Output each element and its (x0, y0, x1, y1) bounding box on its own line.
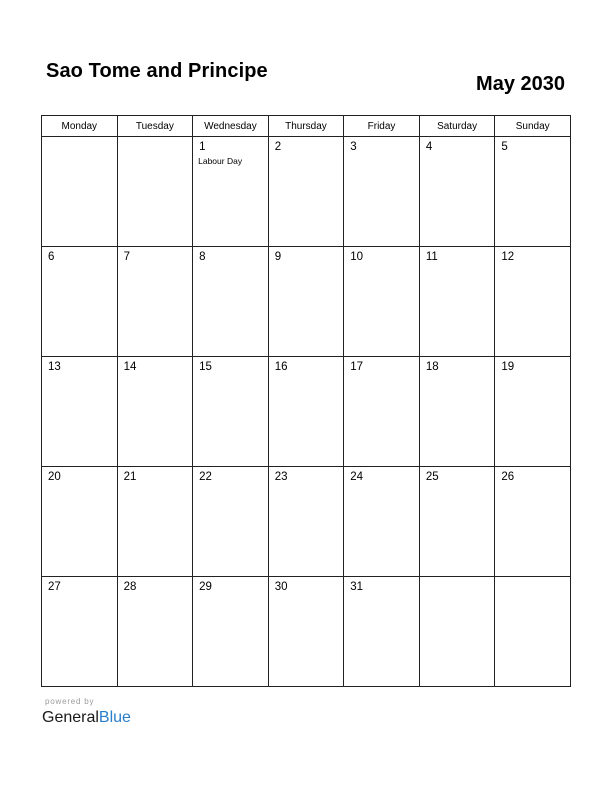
day-cell (344, 247, 420, 357)
week-row (42, 467, 571, 577)
day-number: 2 (274, 141, 282, 153)
day-number (420, 577, 495, 581)
day-cell (42, 357, 118, 467)
day-number: 19 (501, 361, 515, 373)
day-cell (193, 577, 269, 687)
weekday-header: Wednesday (193, 116, 269, 137)
day-number (118, 137, 193, 141)
weekday-header: Tuesday (117, 116, 193, 137)
day-cell (419, 137, 495, 247)
day-number: 30 (274, 581, 288, 593)
day-cell (42, 247, 118, 357)
day-number: 23 (274, 471, 288, 483)
day-number (42, 137, 117, 141)
day-cell (495, 137, 571, 247)
day-cell (344, 467, 420, 577)
day-cell (495, 577, 571, 687)
day-number: 17 (350, 361, 364, 373)
day-number: 25 (425, 471, 439, 483)
weekday-header: Sunday (495, 116, 571, 137)
day-cell (193, 247, 269, 357)
day-number: 14 (123, 361, 137, 373)
day-number: 18 (425, 361, 439, 373)
weekday-header: Saturday (419, 116, 495, 137)
week-row (42, 577, 571, 687)
day-number: 24 (350, 471, 364, 483)
day-cell (419, 467, 495, 577)
day-number: 11 (425, 251, 438, 263)
day-cell (268, 137, 344, 247)
week-row (42, 247, 571, 357)
day-cell (344, 137, 420, 247)
month-year-title: May 2030 (476, 73, 565, 95)
day-cell (42, 577, 118, 687)
day-number: 20 (48, 471, 61, 483)
weekday-header: Monday (42, 116, 118, 137)
logo-text-general: General (42, 709, 99, 726)
day-number: 21 (123, 471, 137, 483)
day-cell (117, 247, 193, 357)
day-number: 15 (199, 361, 212, 373)
day-cell (419, 247, 495, 357)
day-number: 27 (48, 581, 61, 593)
weekday-header-row (42, 116, 571, 137)
country-title: Sao Tome and Principe (46, 60, 268, 82)
day-cell (193, 357, 269, 467)
day-number: 16 (274, 361, 288, 373)
day-number: 10 (350, 251, 364, 263)
day-cell (193, 137, 269, 247)
day-cell (193, 467, 269, 577)
day-cell (42, 467, 118, 577)
day-number: 31 (350, 581, 364, 593)
weekday-header: Thursday (268, 116, 344, 137)
day-cell (268, 247, 344, 357)
calendar-grid (41, 115, 571, 687)
day-cell (419, 577, 495, 687)
day-number: 6 (48, 251, 55, 263)
day-cell (117, 467, 193, 577)
day-number: 29 (199, 581, 212, 593)
powered-by-text: powered by (45, 697, 95, 706)
day-number: 9 (274, 251, 282, 263)
day-cell (495, 357, 571, 467)
generalblue-logo[interactable] (42, 709, 131, 727)
holiday-label: Labour Day (198, 156, 243, 166)
day-number: 28 (123, 581, 137, 593)
day-cell (117, 577, 193, 687)
day-number: 26 (501, 471, 515, 483)
day-cell (117, 137, 193, 247)
day-cell (268, 577, 344, 687)
day-number: 13 (48, 361, 61, 373)
day-number: 5 (501, 141, 508, 153)
day-cell (495, 467, 571, 577)
day-number: 1 (199, 141, 206, 153)
day-cell (419, 357, 495, 467)
day-number: 12 (501, 251, 515, 263)
day-cell (117, 357, 193, 467)
day-cell (42, 137, 118, 247)
day-cell (495, 247, 571, 357)
day-cell (344, 577, 420, 687)
day-number: 4 (425, 141, 433, 153)
day-cell (344, 357, 420, 467)
weekday-header: Friday (344, 116, 420, 137)
day-number (495, 577, 570, 581)
week-row (42, 137, 571, 247)
day-cell (268, 467, 344, 577)
day-number: 22 (199, 471, 212, 483)
day-number: 7 (123, 251, 130, 263)
week-row (42, 357, 571, 467)
day-cell (268, 357, 344, 467)
day-number: 8 (199, 251, 206, 263)
logo-text-blue: Blue (98, 709, 131, 726)
day-number: 3 (350, 141, 357, 153)
